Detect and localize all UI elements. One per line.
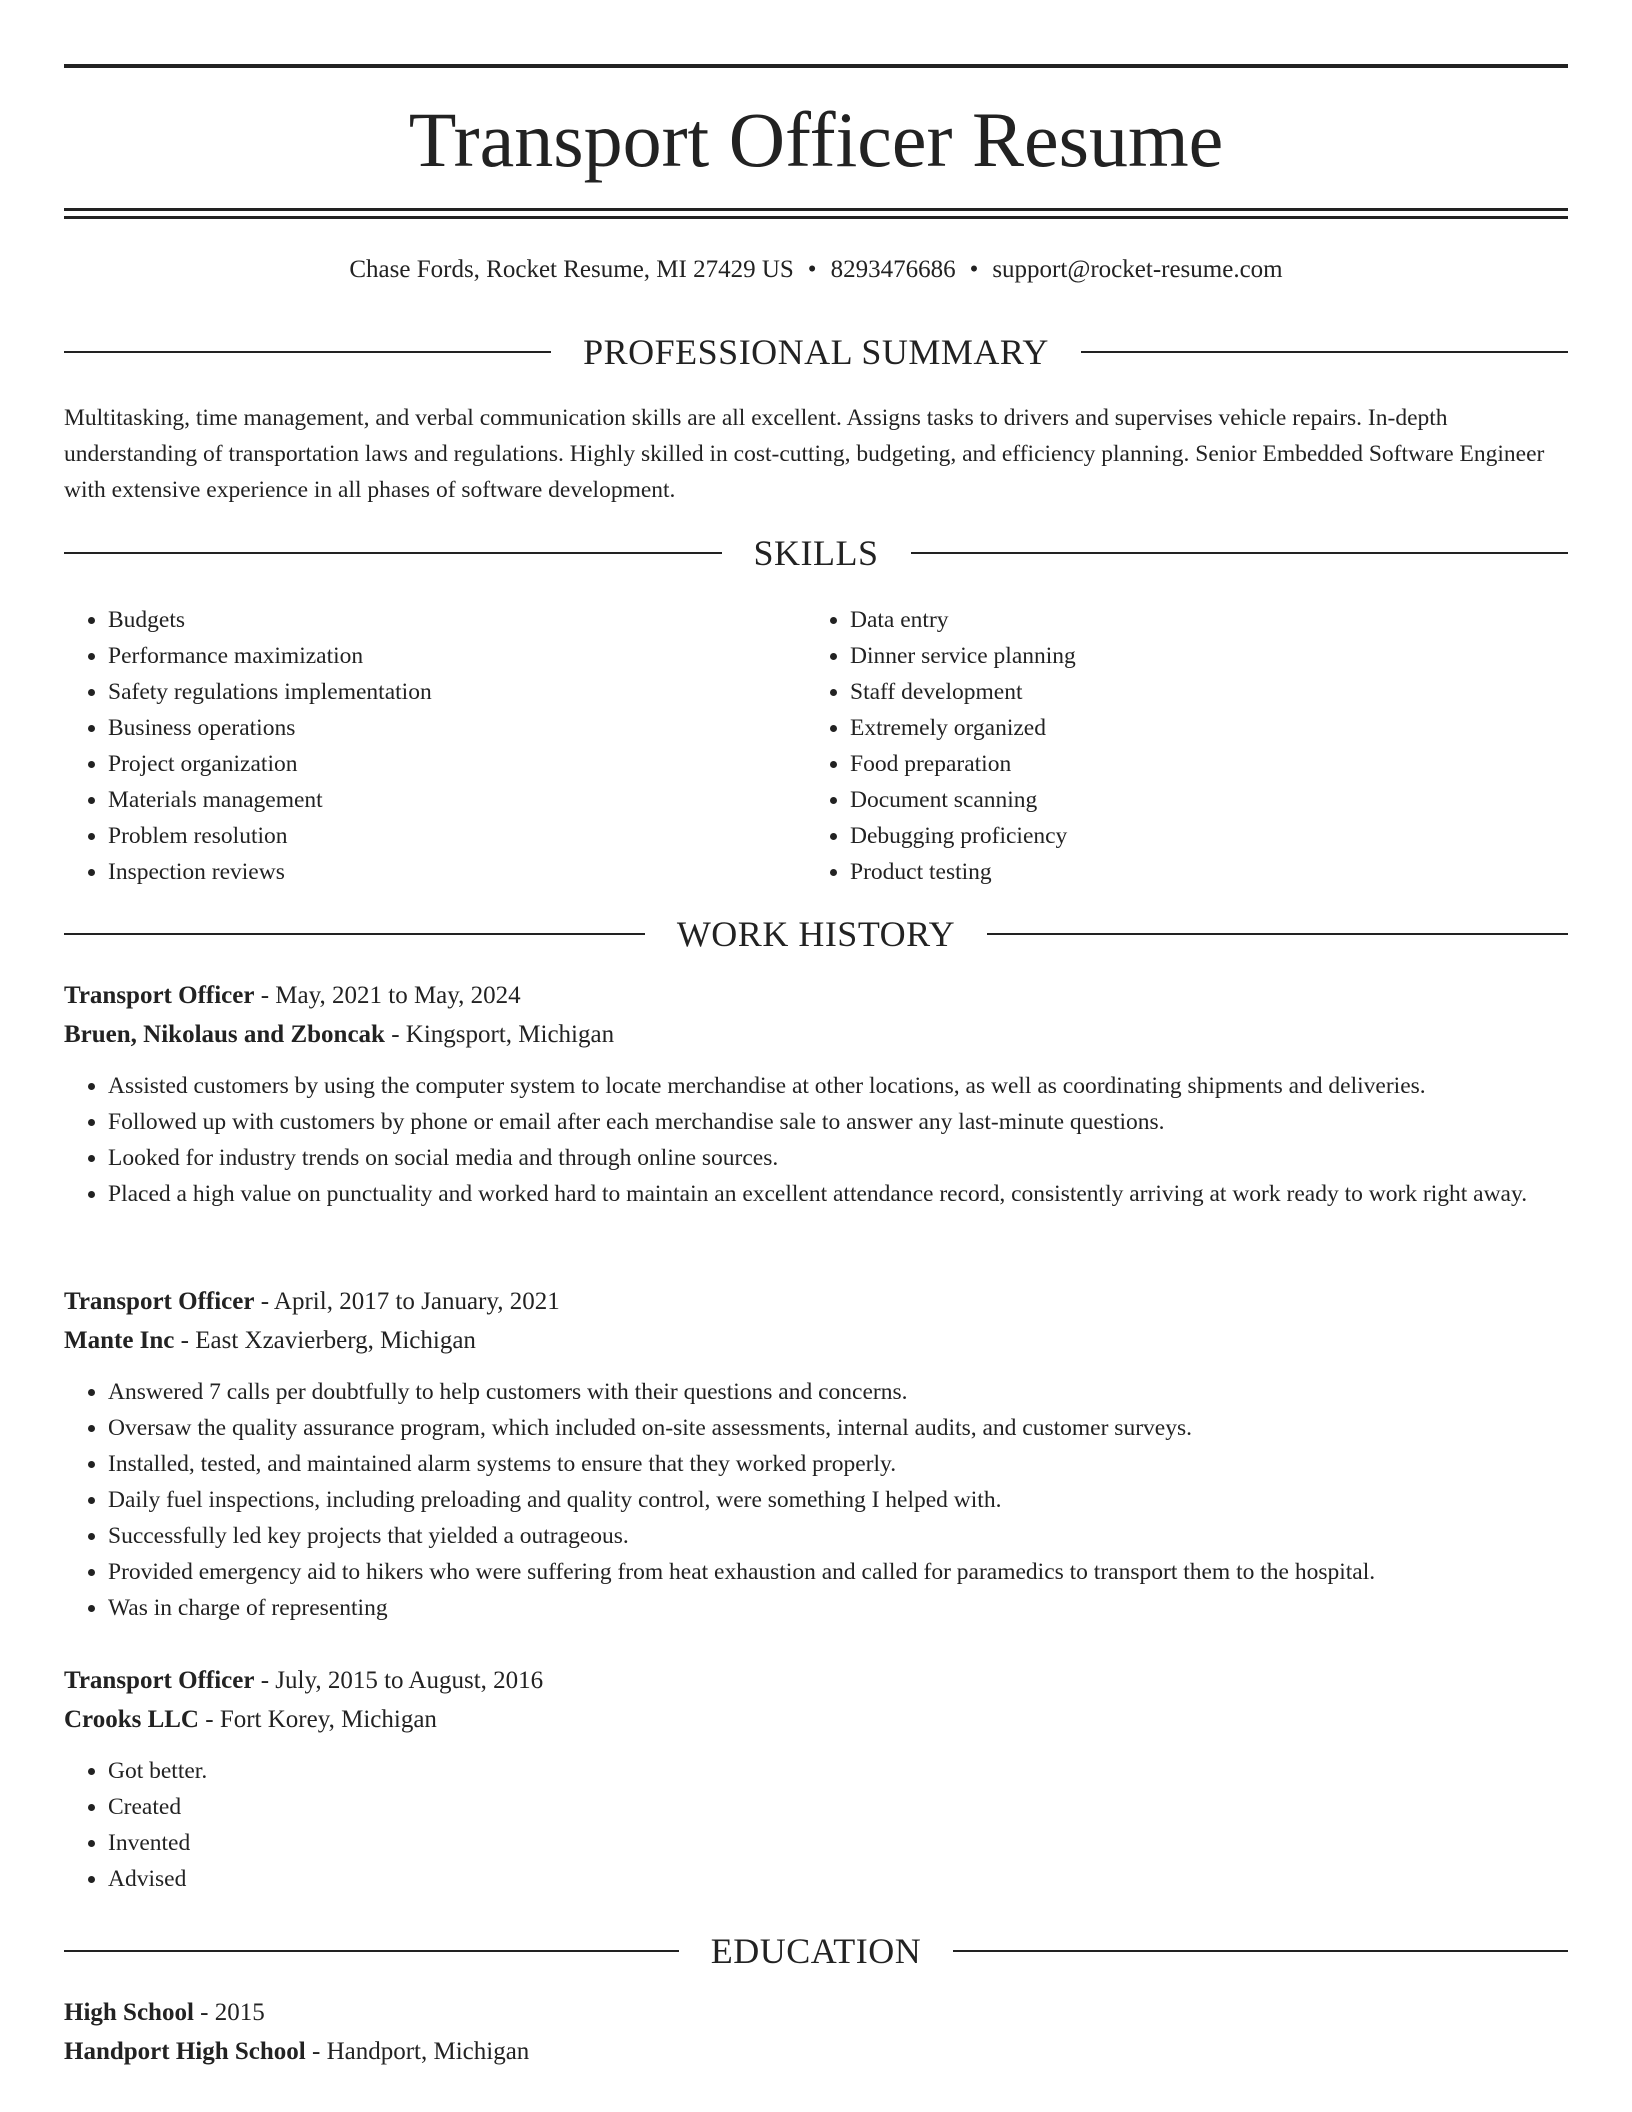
skills-column-right [806, 602, 1548, 890]
skill-item: • Business operations [108, 710, 806, 746]
contact-line [64, 252, 1568, 288]
job-title: Transport Officer [64, 982, 255, 1009]
skill-item: • Materials management [108, 782, 806, 818]
job-bullet: • Advised [108, 1861, 1568, 1897]
job-bullet: • Was in charge of representing [108, 1590, 1568, 1626]
education-location: Handport, Michigan [326, 2038, 530, 2065]
job-company: Bruen, Nikolaus and Zboncak [64, 1021, 385, 1048]
section-rule [64, 351, 551, 353]
job-bullet: • Got better. [108, 1753, 1568, 1789]
job-dates: May, 2021 to May, 2024 [275, 982, 521, 1009]
resume-title: Transport Officer Resume [408, 96, 1224, 183]
skill-item: • Safety regulations implementation [108, 674, 806, 710]
contact-address: Chase Fords, Rocket Resume, MI 27429 US [349, 256, 794, 283]
education-year: 2015 [214, 1999, 265, 2026]
job-company-line: Mante Inc - East Xzavierberg, Michigan [64, 1327, 476, 1354]
section-rule [64, 1950, 679, 1952]
job-location: Fort Korey, Michigan [219, 1706, 437, 1733]
section-header-education [64, 1929, 1568, 1973]
title-rule-lower [64, 216, 1568, 219]
skill-item: • Product testing [850, 854, 1548, 890]
section-rule [1081, 351, 1568, 353]
job-entry [64, 1282, 1568, 1626]
job-title-line: Transport Officer - July, 2015 to August, 2016 [64, 1667, 544, 1694]
job-bullet: • Oversaw the quality assurance program, which included on-site assessments, internal audits, and customer surveys. [108, 1410, 1568, 1446]
skill-item: • Inspection reviews [108, 854, 806, 890]
job-bullet: • Successfully led key projects that yielded a outrageous. [108, 1518, 1568, 1554]
job-company: Mante Inc [64, 1327, 175, 1354]
job-bullet: • Created [108, 1789, 1568, 1825]
skills-list [64, 602, 1568, 890]
section-rule [953, 1950, 1568, 1952]
job-bullet: • Looked for industry trends on social media and through online sources. [108, 1140, 1568, 1176]
title-rule-upper [64, 208, 1568, 211]
section-rule [64, 552, 722, 554]
job-bullet: • Invented [108, 1825, 1568, 1861]
job-bullet: • Provided emergency aid to hikers who were suffering from heat exhaustion and called for paramedics to transport them to the hospital. [108, 1554, 1568, 1590]
job-dates: July, 2015 to August, 2016 [275, 1667, 544, 1694]
job-bullet: • Followed up with customers by phone or email after each merchandise sale to answer any last-minute questions. [108, 1104, 1568, 1140]
section-rule [64, 933, 645, 935]
job-title-line: Transport Officer - May, 2021 to May, 2024 [64, 982, 521, 1009]
job-bullet: • Daily fuel inspections, including preloading and quality control, were something I helped with. [108, 1482, 1568, 1518]
education-entry [64, 1993, 1568, 2071]
job-location: East Xzavierberg, Michigan [195, 1327, 476, 1354]
job-title: Transport Officer [64, 1288, 255, 1315]
skill-item: • Food preparation [850, 746, 1548, 782]
job-bullet: • Placed a high value on punctuality and worked hard to maintain an excellent attendance record, consistently arriving at work ready to work right away. [108, 1176, 1568, 1212]
section-rule [911, 552, 1569, 554]
job-title: Transport Officer [64, 1667, 255, 1694]
skill-item: • Performance maximization [108, 638, 806, 674]
job-company: Crooks LLC [64, 1706, 199, 1733]
job-location: Kingsport, Michigan [405, 1021, 615, 1048]
top-rule [64, 64, 1568, 68]
skill-item: • Budgets [108, 602, 806, 638]
job-company-line: Bruen, Nikolaus and Zboncak - Kingsport, Michigan [64, 1021, 615, 1048]
section-header-work [64, 912, 1568, 956]
job-bullets [64, 1068, 1568, 1212]
section-title: EDUCATION [710, 1931, 922, 1971]
contact-phone: 8293476686 [830, 256, 956, 283]
job-bullet: • Answered 7 calls per doubtfully to help customers with their questions and concerns. [108, 1374, 1568, 1410]
contact-separator: • [969, 256, 979, 283]
skill-item: • Dinner service planning [850, 638, 1548, 674]
education-school-line: Handport High School - Handport, Michigan [64, 2038, 530, 2065]
summary-text: Multitasking, time management, and verbal communication skills are all excellent. Assigns tasks to drivers and supervises vehicle repairs. In-depth understanding of transportation laws and regulations. Highly skilled in cost-cutting, budgeting, and efficiency planning. Senior Embedded Software Engineer with extensive experience in all phases of software development. [64, 405, 1545, 503]
education-degree-line: High School - 2015 [64, 1999, 265, 2026]
job-entry [64, 976, 1568, 1212]
skill-item: • Project organization [108, 746, 806, 782]
job-entry [64, 1661, 1568, 1897]
section-title: PROFESSIONAL SUMMARY [583, 332, 1049, 372]
section-rule [987, 933, 1568, 935]
job-bullet: • Installed, tested, and maintained alarm systems to ensure that they worked properly. [108, 1446, 1568, 1482]
job-title-line: Transport Officer - April, 2017 to January, 2021 [64, 1288, 560, 1315]
skill-item: • Debugging proficiency [850, 818, 1548, 854]
section-header-skills [64, 531, 1568, 575]
job-dates: April, 2017 to January, 2021 [273, 1288, 560, 1315]
section-title: WORK HISTORY [676, 914, 956, 954]
education-degree: High School [64, 1999, 194, 2026]
job-bullets [64, 1374, 1568, 1626]
education-school: Handport High School [64, 2038, 306, 2065]
skills-column-left [64, 602, 806, 890]
job-bullets [64, 1753, 1568, 1897]
contact-email: support@rocket-resume.com [992, 256, 1283, 283]
skill-item: • Extremely organized [850, 710, 1548, 746]
job-company-line: Crooks LLC - Fort Korey, Michigan [64, 1706, 437, 1733]
section-title: SKILLS [753, 533, 879, 573]
contact-separator: • [807, 256, 817, 283]
skill-item: • Document scanning [850, 782, 1548, 818]
skill-item: • Data entry [850, 602, 1548, 638]
section-header-summary [64, 330, 1568, 374]
skill-item: • Problem resolution [108, 818, 806, 854]
job-bullet: • Assisted customers by using the computer system to locate merchandise at other locations, as well as coordinating shipments and deliveries. [108, 1068, 1568, 1104]
skill-item: • Staff development [850, 674, 1548, 710]
